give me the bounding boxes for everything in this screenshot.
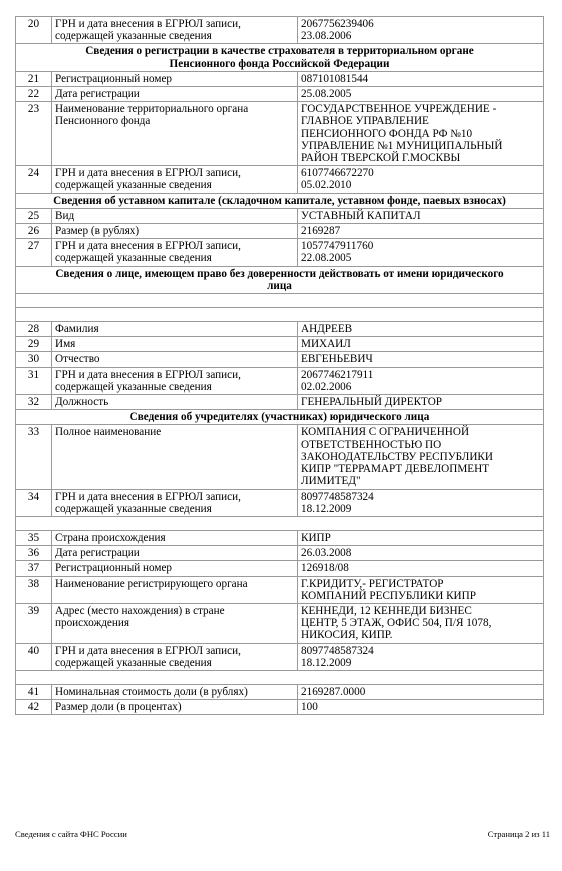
blank-cell (16, 516, 544, 530)
text-line: ГРН и дата внесения в ЕГРЮЛ записи, (55, 368, 241, 381)
text-line: содержащей указанные сведения (55, 179, 212, 192)
text-line: 26.03.2008 (301, 547, 352, 560)
text-line: 18.12.2009 (301, 502, 352, 515)
text-line: содержащей указанные сведения (55, 502, 212, 515)
table-row (16, 367, 544, 394)
section-header-row (16, 266, 544, 293)
table-row (16, 239, 544, 266)
text-line: 2067746217911 (301, 368, 374, 381)
field-value (298, 352, 544, 367)
text-line: 126918/08 (301, 562, 349, 575)
text-line: Вид (55, 209, 75, 222)
table-row (16, 337, 544, 352)
text-line: ГЕНЕРАЛЬНЫЙ ДИРЕКТОР (301, 396, 443, 409)
text-line: ОТВЕТСТВЕННОСТЬЮ ПО (301, 438, 442, 451)
field-value (298, 561, 544, 576)
field-label (52, 684, 298, 699)
blank-cell (16, 670, 544, 684)
row-number: 40 (16, 643, 52, 670)
field-label (52, 166, 298, 193)
field-value (298, 71, 544, 86)
table-row (16, 352, 544, 367)
field-value (298, 102, 544, 166)
field-value (298, 576, 544, 603)
text-line: Отчество (55, 353, 100, 366)
text-line: НИКОСИЯ, КИПР. (301, 629, 393, 642)
section-header-row (16, 410, 544, 425)
row-number: 35 (16, 530, 52, 545)
table-row (16, 530, 544, 545)
field-value (298, 322, 544, 337)
field-label (52, 71, 298, 86)
row-number: 24 (16, 166, 52, 193)
text-line: УПРАВЛЕНИЕ №1 МУНИЦИПАЛЬНЫЙ (301, 139, 503, 152)
row-number: 31 (16, 367, 52, 394)
row-number: 33 (16, 425, 52, 489)
text-line: Сведения о регистрации в качестве страхователя в территориальном органе (85, 45, 474, 58)
field-value (298, 603, 544, 643)
blank-cell (16, 294, 544, 308)
text-line: ГРН и дата внесения в ЕГРЮЛ записи, (55, 167, 241, 180)
field-label (52, 546, 298, 561)
row-number: 39 (16, 603, 52, 643)
field-label (52, 367, 298, 394)
text-line: Должность (55, 396, 109, 409)
text-line: 18.12.2009 (301, 656, 352, 669)
text-line: УСТАВНЫЙ КАПИТАЛ (301, 209, 421, 222)
table-row (16, 425, 544, 489)
field-label (52, 489, 298, 516)
table-row (16, 700, 544, 715)
text-line: ГРН и дата внесения в ЕГРЮЛ записи, (55, 240, 241, 253)
field-value (298, 17, 544, 44)
field-label (52, 700, 298, 715)
field-value (298, 367, 544, 394)
section-header-row (16, 193, 544, 208)
row-number: 23 (16, 102, 52, 166)
text-line: ЛИМИТЕД" (301, 475, 361, 488)
section-title (16, 266, 544, 293)
text-line: 22.08.2005 (301, 252, 352, 265)
blank-cell (16, 308, 544, 322)
text-line: КОМПАНИЙ РЕСПУБЛИКИ КИПР (301, 589, 476, 602)
section-header-row (16, 44, 544, 71)
blank-row (16, 294, 544, 308)
field-value (298, 239, 544, 266)
text-line: лица (267, 279, 292, 292)
field-label (52, 561, 298, 576)
field-label (52, 576, 298, 603)
table-row (16, 87, 544, 102)
text-line: Фамилия (55, 323, 99, 336)
field-value (298, 425, 544, 489)
text-line: ГЛАВНОЕ УПРАВЛЕНИЕ (301, 115, 429, 128)
text-line: ЦЕНТР, 5 ЭТАЖ, ОФИС 504, П/Я 1078, (301, 617, 492, 630)
text-line: Номинальная стоимость доли (в рублях) (55, 685, 248, 698)
row-number: 36 (16, 546, 52, 561)
text-line: Размер доли (в процентах) (55, 701, 182, 714)
field-label (52, 87, 298, 102)
table-row (16, 576, 544, 603)
table-row (16, 643, 544, 670)
table-row (16, 102, 544, 166)
row-number: 32 (16, 395, 52, 410)
table-row (16, 561, 544, 576)
row-number: 20 (16, 17, 52, 44)
text-line: Имя (55, 338, 76, 351)
text-line: ГРН и дата внесения в ЕГРЮЛ записи, (55, 18, 241, 30)
field-label (52, 337, 298, 352)
row-number: 21 (16, 71, 52, 86)
footer-page-number: Страница 2 из 11 (487, 829, 550, 839)
row-number: 26 (16, 224, 52, 239)
text-line: Дата регистрации (55, 547, 140, 560)
text-line: МИХАИЛ (301, 338, 351, 351)
text-line: ГРН и дата внесения в ЕГРЮЛ записи, (55, 490, 241, 503)
text-line: Дата регистрации (55, 88, 140, 101)
row-number: 22 (16, 87, 52, 102)
field-value (298, 546, 544, 561)
row-number: 25 (16, 208, 52, 223)
text-line: 8097748587324 (301, 644, 374, 657)
text-line: содержащей указанные сведения (55, 30, 212, 43)
field-value (298, 166, 544, 193)
table-row (16, 489, 544, 516)
text-line: содержащей указанные сведения (55, 252, 212, 265)
text-line: Регистрационный номер (55, 562, 173, 575)
text-line: 6107746672270 (301, 167, 374, 180)
field-label (52, 239, 298, 266)
field-value (298, 489, 544, 516)
text-line: Сведения об учредителях (участниках) юридического лица (129, 411, 430, 424)
text-line: ГРН и дата внесения в ЕГРЮЛ записи, (55, 644, 241, 657)
table-row (16, 684, 544, 699)
text-line: Полное наименование (55, 426, 162, 439)
text-line: происхождения (55, 617, 129, 630)
table-row (16, 208, 544, 223)
section-title (16, 193, 544, 208)
text-line: 25.08.2005 (301, 88, 352, 101)
field-value (298, 208, 544, 223)
text-line: КИПР (301, 531, 331, 544)
table-row (16, 603, 544, 643)
field-label (52, 102, 298, 166)
text-line: КЕННЕДИ, 12 КЕННЕДИ БИЗНЕС (301, 604, 472, 617)
text-line: Наименование регистрирующего органа (55, 577, 248, 590)
blank-row (16, 670, 544, 684)
row-number: 30 (16, 352, 52, 367)
text-line: 2067756239406 (301, 18, 374, 30)
field-label (52, 224, 298, 239)
field-label (52, 395, 298, 410)
text-line: ЗАКОНОДАТЕЛЬСТВУ РЕСПУБЛИКИ (301, 450, 493, 463)
table-row (16, 71, 544, 86)
field-value (298, 87, 544, 102)
section-title (16, 410, 544, 425)
field-label (52, 17, 298, 44)
text-line: Адрес (место нахождения) в стране (55, 604, 225, 617)
text-line: Пенсионного фонда Российской Федерации (169, 57, 390, 70)
text-line: ПЕНСИОННОГО ФОНДА РФ №10 (301, 127, 473, 140)
field-value (298, 337, 544, 352)
footer-source: Сведения с сайта ФНС России (15, 829, 127, 839)
section-title (16, 44, 544, 71)
text-line: 2169287 (301, 225, 341, 238)
row-number: 34 (16, 489, 52, 516)
text-line: Страна происхождения (55, 531, 166, 544)
text-line: Г.КРИДИТУ,- РЕГИСТРАТОР (301, 577, 444, 590)
row-number: 27 (16, 239, 52, 266)
text-line: АНДРЕЕВ (301, 323, 353, 336)
field-value (298, 684, 544, 699)
field-label (52, 530, 298, 545)
row-number: 29 (16, 337, 52, 352)
row-number: 37 (16, 561, 52, 576)
field-value (298, 224, 544, 239)
text-line: 100 (301, 701, 318, 714)
row-number: 28 (16, 322, 52, 337)
text-line: 8097748587324 (301, 490, 374, 503)
text-line: 23.08.2006 (301, 30, 352, 43)
text-line: содержащей указанные сведения (55, 656, 212, 669)
egrul-extract-table (15, 16, 544, 715)
row-number: 38 (16, 576, 52, 603)
text-line: ЕВГЕНЬЕВИЧ (301, 353, 373, 366)
text-line: ГОСУДАРСТВЕННОЕ УЧРЕЖДЕНИЕ - (301, 103, 497, 116)
row-number: 41 (16, 684, 52, 699)
field-value (298, 530, 544, 545)
table-row (16, 224, 544, 239)
table-row (16, 395, 544, 410)
text-line: 1057747911760 (301, 240, 374, 253)
text-line: 087101081544 (301, 72, 369, 85)
field-value (298, 395, 544, 410)
row-number: 42 (16, 700, 52, 715)
table-row (16, 166, 544, 193)
table-row (16, 546, 544, 561)
blank-row (16, 308, 544, 322)
field-label (52, 322, 298, 337)
field-value (298, 643, 544, 670)
field-label (52, 603, 298, 643)
text-line: Пенсионного фонда (55, 115, 151, 128)
blank-row (16, 516, 544, 530)
text-line: Наименование территориального органа (55, 103, 249, 116)
text-line: Регистрационный номер (55, 72, 173, 85)
text-line: Размер (в рублях) (55, 225, 140, 238)
text-line: КОМПАНИЯ С ОГРАНИЧЕННОЙ (301, 426, 470, 439)
field-label (52, 208, 298, 223)
field-label (52, 643, 298, 670)
table-row (16, 322, 544, 337)
field-value (298, 700, 544, 715)
text-line: 02.02.2006 (301, 380, 352, 393)
text-line: РАЙОН ТВЕРСКОЙ Г.МОСКВЫ (301, 152, 461, 165)
text-line: 05.02.2010 (301, 179, 352, 192)
text-line: КИПР "ТЕРРАМАРТ ДЕВЕЛОПМЕНТ (301, 463, 490, 476)
field-label (52, 352, 298, 367)
text-line: Сведения о лице, имеющем право без доверенности действовать от имени юридического (55, 267, 504, 280)
field-label (52, 425, 298, 489)
text-line: содержащей указанные сведения (55, 380, 212, 393)
table-row (16, 17, 544, 44)
text-line: Сведения об уставном капитале (складочном капитале, уставном фонде, паевых взносах) (53, 194, 506, 207)
text-line: 2169287.0000 (301, 685, 366, 698)
